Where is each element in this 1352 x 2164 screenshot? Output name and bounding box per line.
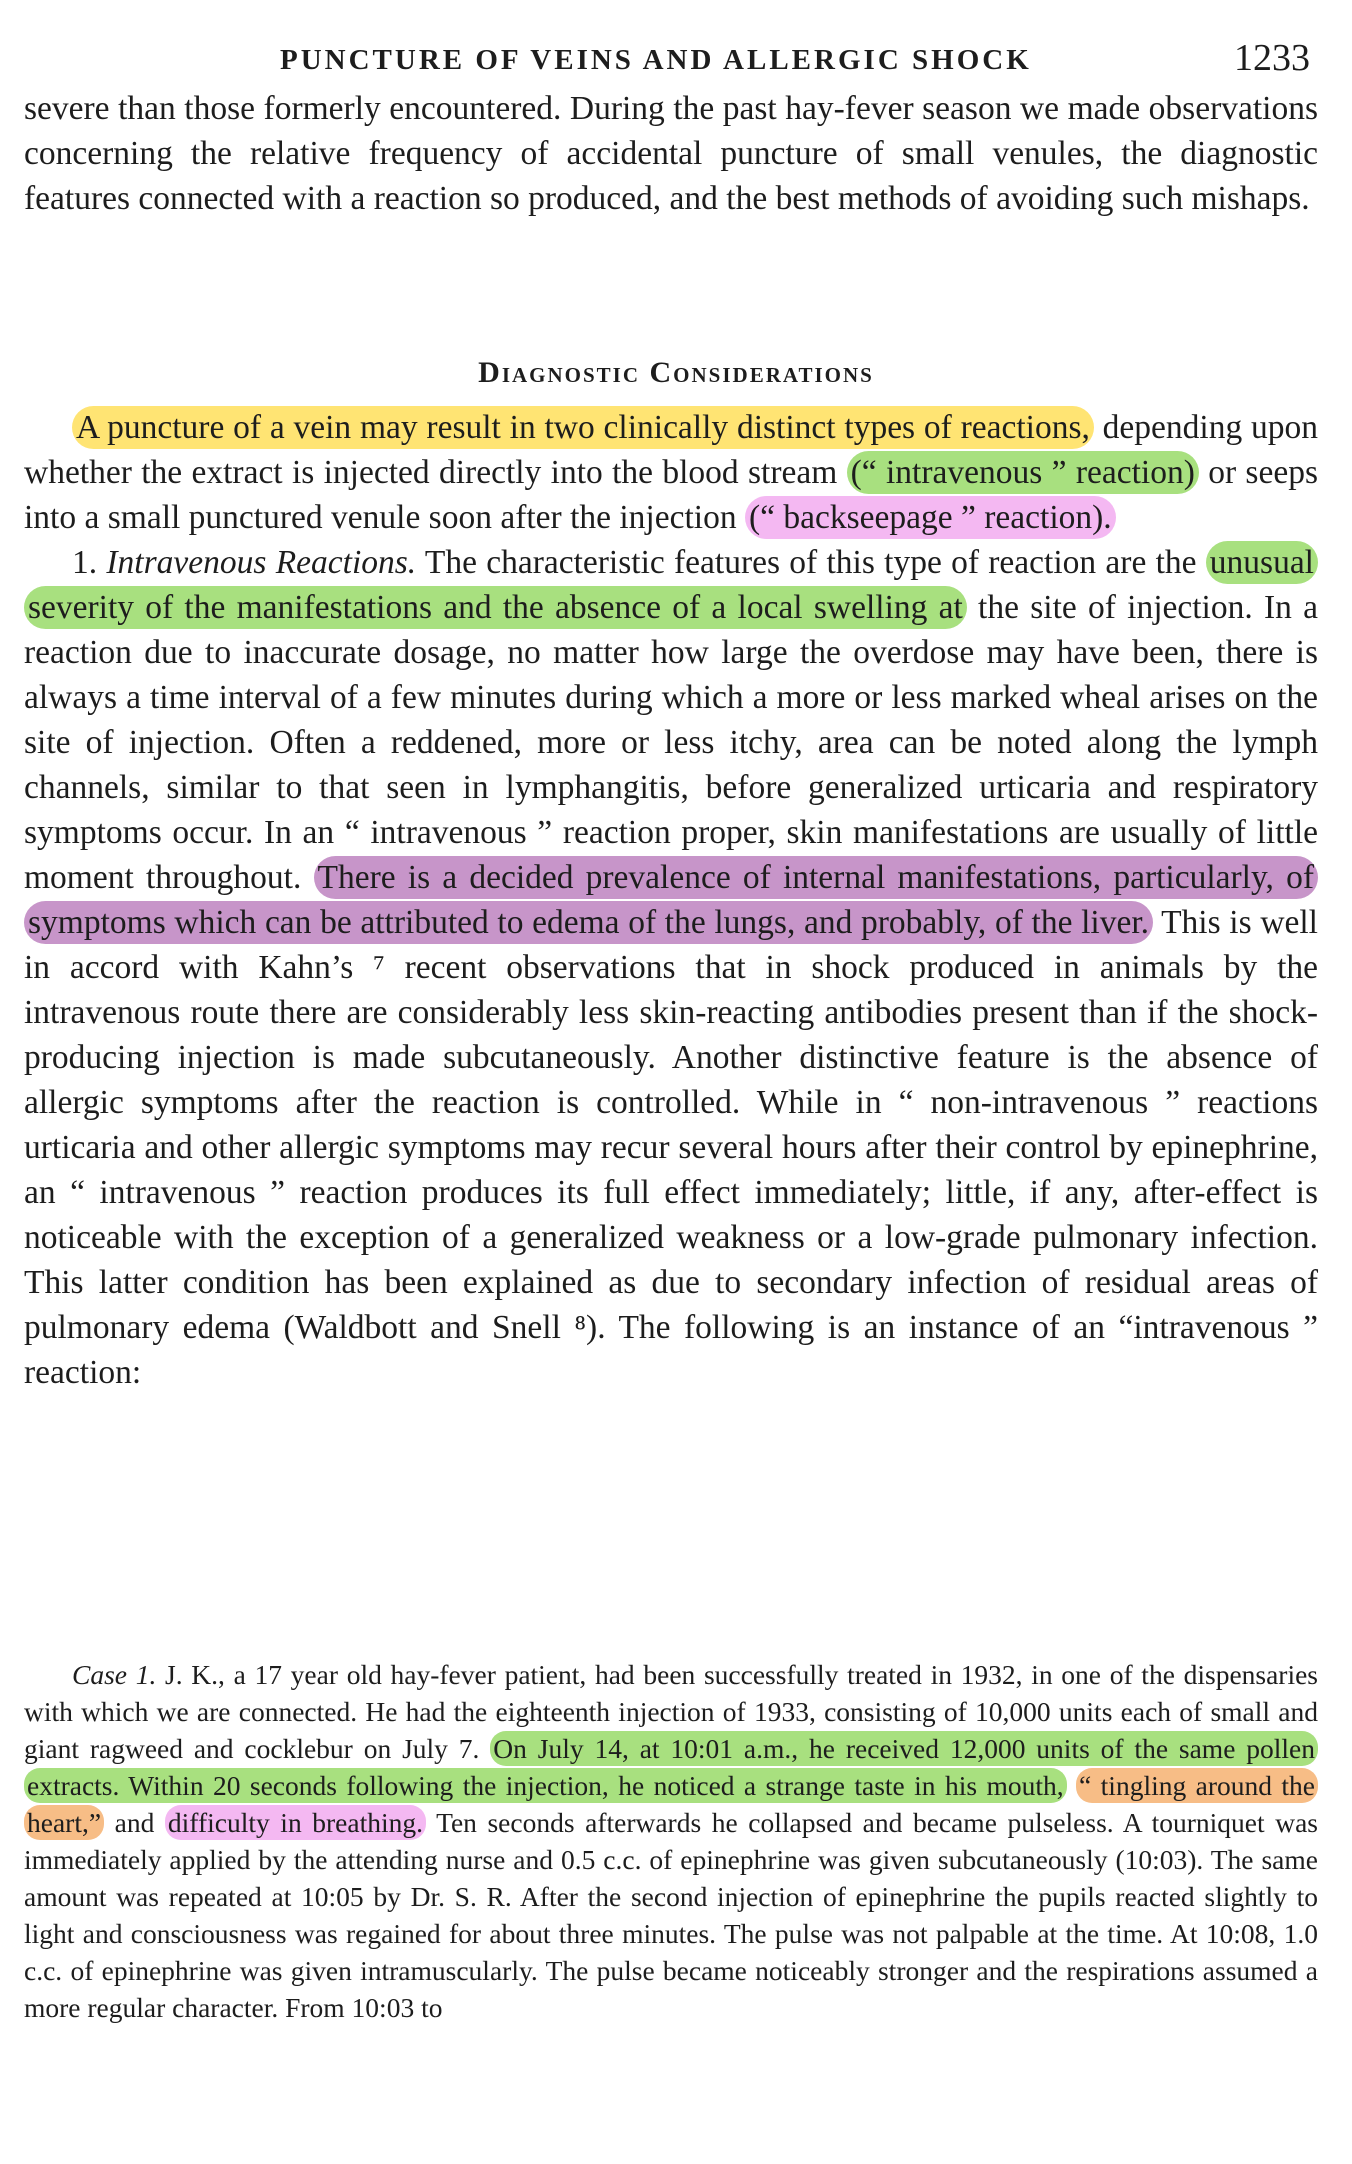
section-heading: Diagnostic Considerations	[478, 356, 874, 389]
case-text: and	[104, 1807, 165, 1838]
paragraph-diagnostic-types	[24, 405, 1318, 540]
case-text	[1067, 1770, 1076, 1801]
case-text: Ten seconds afterwards he collapsed and became pulseless. A tourniquet was immediately applied by the attending nurse and 0.5 c.c. of epinephrine was given subcutaneously (10:03). The same amount was repeated at 10:05 by Dr. S. R. After the second injection of epinephrine the pupils reacted slightly to light and consciousness was regained for about three minutes. The pulse was not palpable at the time. At 10:08, 1.0 c.c. of epinephrine was given intramuscularly. The pulse became noticeably stronger and the respirations assumed a more regular character. From 10:03 to	[24, 1807, 1318, 2023]
highlight-green: (“ intravenous ” reaction)	[847, 451, 1199, 494]
intro-paragraph: severe than those formerly encountered. During the past hay-fever season we made observations concerning the relative frequency of accidental puncture of small venules, the diagnostic features connected with a reaction so produced, and the best methods of avoiding such mishaps.	[24, 90, 1318, 217]
highlight-pink: difficulty in breathing.	[165, 1805, 426, 1840]
main-text-block	[24, 405, 1318, 1395]
case-report-block	[24, 1656, 1318, 2026]
highlight-yellow: A puncture of a vein may result in two clinically distinct types of reactions,	[72, 406, 1094, 449]
case-label: Case 1.	[72, 1659, 157, 1690]
paragraph-text: or seeps into a small punctured venule soon after the injection	[24, 454, 1318, 536]
intro-block	[24, 86, 1318, 221]
highlight-pink: (“ backseepage ” reaction).	[745, 496, 1116, 539]
list-number: 1.	[72, 544, 107, 581]
page-number: 1233	[1234, 37, 1310, 79]
case-text: J. K., a 17 year old hay-fever patient, had been successfully treated in 1932, in one of the dispensaries with which we are connected. He had the eighteenth injection of 1933, consisting of 10,000 units each of small and giant ragweed and cocklebur on July 7.	[24, 1659, 1319, 1764]
subsection-title: Intravenous Reactions.	[106, 544, 417, 581]
highlight-orange: “ tingling around the heart,”	[24, 1768, 1318, 1840]
paragraph-intravenous-reactions	[24, 540, 1318, 1395]
highlight-green: On July 14, at 10:01 a.m., he received 12,000 units of the same pollen extracts. Within 20 seconds following the injection, he noticed a strange taste in his mouth,	[24, 1731, 1318, 1803]
page-header	[0, 36, 1352, 86]
paragraph-text: the site of injection. In a reaction due to inaccurate dosage, no matter how large the overdose may have been, there is always a time interval of a few minutes during which a more or less marked wheal arises on the site of injection. Often a reddened, more or less itchy, area can be noted along the lymph channels, similar to that seen in lymphangitis, before generalized urticaria and respiratory symptoms occur. In an “ intravenous ” reaction proper, skin manifestations are usually of little moment throughout.	[24, 589, 1318, 896]
paragraph-text: depending upon whether the extract is injected directly into the blood stream	[24, 409, 1319, 491]
paragraph-text: The characteristic features of this type of reaction are the	[416, 544, 1206, 581]
highlight-purple: There is a decided prevalence of internal manifestations, particularly, of symptoms which can be attributed to edema of the lungs, and probably, of the liver.	[24, 856, 1318, 944]
case-report-paragraph	[24, 1656, 1318, 2026]
paragraph-text: This is well in accord with Kahn’s ⁷ recent observations that in shock produced in animals by the intravenous route there are considerably less skin-reacting antibodies present than if the shock-producing injection is made subcutaneously. Another distinctive feature is the absence of allergic symptoms after the reaction is controlled. While in “ non-intravenous ” reactions urticaria and other allergic symptoms may recur several hours after their control by epinephrine, an “ intravenous ” reaction produces its full effect immediately; little, if any, after-effect is noticeable with the exception of a generalized weakness or a low-grade pulmonary infection. This latter condition has been explained as due to secondary infection of residual areas of pulmonary edema (Waldbott and Snell ⁸). The following is an instance of an “intravenous ” reaction:	[24, 904, 1318, 1391]
highlight-green: unusual severity of the manifestations and the absence of a local swelling at	[24, 541, 1318, 629]
running-head: PUNCTURE OF VEINS AND ALLERGIC SHOCK	[280, 44, 1032, 76]
